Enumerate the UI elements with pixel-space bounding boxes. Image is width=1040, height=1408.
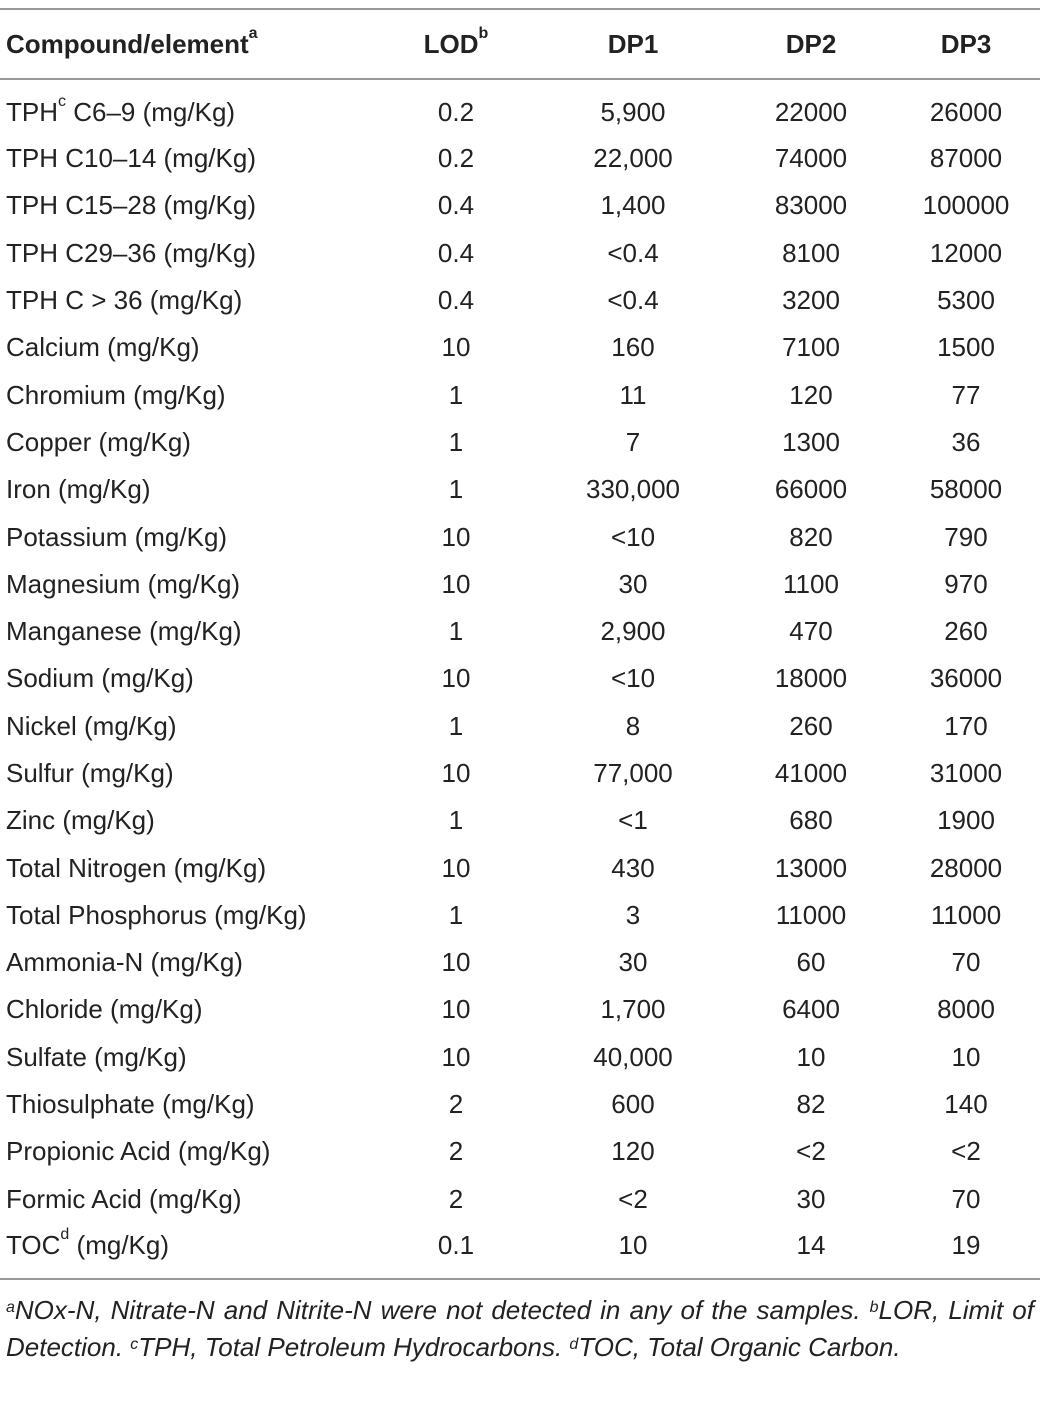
dp2-cell: 680 — [789, 805, 833, 836]
compound-cell — [0, 892, 376, 939]
dp1-cell: 22,000 — [593, 143, 673, 174]
lod-cell: 1 — [448, 616, 464, 647]
table-row — [0, 703, 1040, 750]
footnote-text: NOx-N, Nitrate-N and Nitrite-N were not detected in any of the samples. — [14, 1295, 870, 1325]
footnote-marker: d — [569, 1336, 579, 1353]
header-label: DP3 — [940, 28, 992, 59]
table-row — [0, 230, 1040, 277]
dp1-cell: 10 — [536, 1223, 730, 1279]
lod-cell: 2 — [448, 1089, 464, 1120]
lod-cell: 2 — [448, 1183, 464, 1214]
dp1-cell: 3 — [625, 899, 641, 930]
footnote-marker: a — [6, 1299, 15, 1316]
dp2-cell: 10 — [796, 1041, 826, 1072]
table-row — [0, 844, 1040, 891]
header-lod — [376, 9, 536, 79]
dp1-cell: 1,400 — [600, 190, 666, 221]
compound-cell — [0, 182, 376, 229]
header-label: Compound/element — [6, 28, 249, 59]
compound-name: TPH C10–14 (mg/Kg) — [6, 143, 256, 174]
lod-cell: 0.1 — [376, 1223, 536, 1279]
compound-name: Calcium (mg/Kg) — [6, 332, 200, 363]
compound-cell — [0, 466, 376, 513]
lod-cell: 10 — [441, 947, 471, 978]
footnote-marker: c — [58, 92, 66, 110]
table-row — [0, 182, 1040, 229]
compound-name: Potassium (mg/Kg) — [6, 521, 228, 552]
dp2-cell: 8100 — [782, 237, 840, 268]
footnote-text: TPH, Total Petroleum Hydrocarbons. — [138, 1332, 570, 1362]
dp2-cell: 1300 — [782, 426, 840, 457]
table-body — [0, 79, 1040, 1279]
compound-cell — [0, 655, 376, 702]
compound-cell — [0, 986, 376, 1033]
dp1-cell: <1 — [618, 805, 648, 836]
dp2-cell: 3200 — [782, 285, 840, 316]
table-row — [0, 324, 1040, 371]
dp3-cell: 70 — [951, 947, 981, 978]
compound-cell — [0, 419, 376, 466]
table-row — [0, 1128, 1040, 1175]
lod-cell: 1 — [448, 899, 464, 930]
lod-cell: 1 — [448, 379, 464, 410]
table-row — [0, 797, 1040, 844]
dp1-cell: 30 — [618, 947, 648, 978]
header-label: DP2 — [785, 28, 837, 59]
footnote-marker: c — [130, 1336, 139, 1353]
footnote-text: TOC, Total Organic Carbon. — [578, 1332, 901, 1362]
data-table — [0, 8, 1040, 1280]
dp1-cell: <10 — [610, 521, 656, 552]
lod-cell: 2 — [448, 1136, 464, 1167]
lod-cell: 10 — [441, 758, 471, 788]
dp3-cell: 31000 — [929, 758, 1003, 788]
table-row — [0, 79, 1040, 135]
table-row — [0, 277, 1040, 324]
dp3-cell: 260 — [944, 616, 988, 647]
compound-name: TPH C15–28 (mg/Kg) — [6, 190, 256, 221]
header-dp1 — [536, 9, 730, 79]
footnote-text: LOR, Limit of Detection. — [6, 1295, 1034, 1362]
dp3-cell: 8000 — [937, 994, 995, 1025]
dp2-cell: 11000 — [775, 899, 847, 930]
compound-name: Propionic Acid (mg/Kg) — [6, 1136, 271, 1167]
dp2-cell: <2 — [796, 1136, 826, 1167]
compound-cell — [0, 1176, 376, 1223]
compound-name-suffix: (mg/Kg) — [69, 1230, 170, 1261]
table-row — [0, 419, 1040, 466]
dp2-cell: 83000 — [774, 190, 848, 221]
lod-cell: 1 — [448, 426, 464, 457]
dp2-cell: 30 — [796, 1183, 826, 1214]
dp3-cell: 12000 — [929, 237, 1003, 268]
table-row — [0, 939, 1040, 986]
compound-cell — [0, 513, 376, 560]
compound-cell — [0, 324, 376, 371]
dp3-cell: 1500 — [937, 332, 995, 363]
dp1-cell: 30 — [618, 568, 648, 599]
compound-cell — [0, 939, 376, 986]
footnote-marker: d — [60, 1226, 70, 1244]
dp1-cell: <0.4 — [607, 285, 659, 316]
header-dp2 — [730, 9, 892, 79]
lod-cell: 1 — [448, 710, 464, 741]
dp1-cell: 1,700 — [600, 994, 666, 1025]
dp3-cell: 1900 — [937, 805, 995, 836]
dp1-cell: 5,900 — [600, 96, 666, 127]
dp3-cell: 28000 — [929, 852, 1003, 883]
dp3-cell: <2 — [951, 1136, 981, 1167]
dp3-cell: 10 — [951, 1041, 981, 1072]
dp3-cell: 26000 — [929, 96, 1003, 127]
table-row — [0, 371, 1040, 418]
compound-name: Copper (mg/Kg) — [6, 426, 191, 457]
table-row — [0, 892, 1040, 939]
dp2-cell: 14 — [730, 1223, 892, 1279]
dp1-cell: 77,000 — [593, 758, 673, 788]
dp2-cell: 41000 — [774, 758, 848, 788]
dp2-cell: 74000 — [774, 143, 848, 174]
dp2-cell: 820 — [789, 521, 833, 552]
lod-cell: 1 — [448, 474, 464, 505]
lod-cell: 10 — [441, 994, 471, 1025]
dp2-cell: 6400 — [782, 994, 840, 1025]
compound-name: Sodium (mg/Kg) — [6, 663, 194, 694]
table-row — [0, 750, 1040, 797]
dp2-cell: 120 — [789, 379, 833, 410]
footnote-marker: b — [869, 1299, 879, 1316]
compound-cell — [0, 1081, 376, 1128]
compound-cell — [0, 750, 376, 797]
compound-name: Magnesium (mg/Kg) — [6, 568, 241, 599]
dp3-cell: 170 — [944, 710, 988, 741]
dp2-cell: 22000 — [774, 96, 848, 127]
compound-name-suffix: C6–9 (mg/Kg) — [66, 96, 236, 127]
footnote-marker: a — [248, 24, 258, 42]
compound-cell — [0, 608, 376, 655]
table-row — [0, 135, 1040, 182]
table-row — [0, 466, 1040, 513]
compound-name: Chloride (mg/Kg) — [6, 994, 203, 1025]
compound-cell — [0, 1128, 376, 1175]
compound-name: Thiosulphate (mg/Kg) — [6, 1089, 255, 1120]
dp3-cell: 19 — [892, 1223, 1040, 1279]
compound-name: Sulfur (mg/Kg) — [6, 758, 174, 788]
table-row — [0, 1223, 1040, 1279]
lod-cell: 10 — [441, 852, 471, 883]
header-compound — [0, 9, 376, 79]
dp2-cell: 7100 — [782, 332, 840, 363]
dp3-cell: 58000 — [929, 474, 1003, 505]
dp1-cell: 430 — [611, 852, 655, 883]
compound-cell — [0, 371, 376, 418]
compound-name: Total Phosphorus (mg/Kg) — [6, 899, 307, 930]
compound-name: Formic Acid (mg/Kg) — [6, 1183, 242, 1214]
compound-cell — [0, 135, 376, 182]
compound-cell — [0, 1223, 376, 1279]
header-dp3 — [892, 9, 1040, 79]
compound-name: Chromium (mg/Kg) — [6, 379, 226, 410]
lod-cell: 10 — [441, 1041, 471, 1072]
compound-name: Nickel (mg/Kg) — [6, 710, 177, 741]
dp1-cell: 330,000 — [586, 474, 680, 505]
compound-name: Zinc (mg/Kg) — [6, 805, 155, 836]
header-row — [0, 9, 1040, 79]
dp3-cell: 140 — [944, 1089, 988, 1120]
compound-name: TOC — [6, 1230, 61, 1261]
dp2-cell: 60 — [796, 947, 826, 978]
dp3-cell: 970 — [944, 568, 988, 599]
dp2-cell: 260 — [789, 710, 833, 741]
compound-name: TPH C > 36 (mg/Kg) — [6, 285, 243, 316]
dp1-cell: 40,000 — [593, 1041, 673, 1072]
lod-cell: 0.4 — [437, 285, 475, 316]
dp2-cell: 66000 — [774, 474, 848, 505]
dp1-cell: 600 — [611, 1089, 655, 1120]
footnote-marker: b — [478, 24, 489, 42]
dp2-cell: 82 — [796, 1089, 826, 1120]
dp2-cell: 13000 — [774, 852, 848, 883]
lod-cell: 0.2 — [437, 143, 475, 174]
compound-cell — [0, 844, 376, 891]
dp1-cell: <10 — [610, 663, 656, 694]
compound-cell — [0, 797, 376, 844]
table-row — [0, 655, 1040, 702]
table-row — [0, 561, 1040, 608]
lod-cell: 10 — [441, 663, 471, 694]
dp3-cell: 77 — [951, 379, 981, 410]
dp1-cell: 120 — [611, 1136, 655, 1167]
dp1-cell: 11 — [619, 379, 647, 410]
compound-name: Total Nitrogen (mg/Kg) — [6, 852, 267, 883]
compound-name: Iron (mg/Kg) — [6, 474, 151, 505]
dp3-cell: 70 — [951, 1183, 981, 1214]
dp2-cell: 1100 — [783, 568, 839, 599]
lod-cell: 1 — [448, 805, 464, 836]
compound-name: Ammonia-N (mg/Kg) — [6, 947, 243, 978]
table-row — [0, 986, 1040, 1033]
dp2-cell: 18000 — [774, 663, 848, 694]
table-header — [0, 9, 1040, 79]
compound-cell — [0, 561, 376, 608]
dp2-cell: 470 — [789, 616, 833, 647]
dp1-cell: <0.4 — [607, 237, 659, 268]
table-row — [0, 1034, 1040, 1081]
dp1-cell: 2,900 — [600, 616, 666, 647]
lod-cell: 10 — [441, 568, 471, 599]
compound-cell — [0, 703, 376, 750]
header-label: DP1 — [607, 28, 659, 59]
dp1-cell: 160 — [611, 332, 655, 363]
dp3-cell: 5300 — [937, 285, 995, 316]
dp1-cell: <2 — [618, 1183, 648, 1214]
compound-name: TPH C29–36 (mg/Kg) — [6, 237, 256, 268]
compound-name: Manganese (mg/Kg) — [6, 616, 242, 647]
lod-cell: 0.2 — [437, 96, 475, 127]
header-label: LOD — [423, 28, 479, 59]
dp3-cell: 87000 — [929, 143, 1003, 174]
compound-cell — [0, 230, 376, 277]
table-row — [0, 1176, 1040, 1223]
lod-cell: 0.4 — [437, 190, 475, 221]
lod-cell: 0.4 — [437, 237, 475, 268]
table-row — [0, 1081, 1040, 1128]
lod-cell: 10 — [441, 332, 471, 363]
dp3-cell: 790 — [944, 521, 988, 552]
compound-name: TPH — [6, 96, 58, 127]
compound-cell — [0, 277, 376, 324]
dp3-cell: 100000 — [922, 190, 1010, 221]
compound-name: Sulfate (mg/Kg) — [6, 1041, 187, 1072]
compound-cell — [0, 1034, 376, 1081]
table-row — [0, 608, 1040, 655]
dp3-cell: 11000 — [930, 899, 1002, 930]
dp1-cell: 7 — [625, 426, 641, 457]
dp3-cell: 36000 — [929, 663, 1003, 694]
dp1-cell: 8 — [625, 710, 641, 741]
lod-cell: 10 — [441, 521, 471, 552]
table-footnotes — [6, 1292, 1034, 1366]
dp3-cell: 36 — [951, 426, 981, 457]
table-row — [0, 513, 1040, 560]
compound-cell — [0, 79, 376, 135]
